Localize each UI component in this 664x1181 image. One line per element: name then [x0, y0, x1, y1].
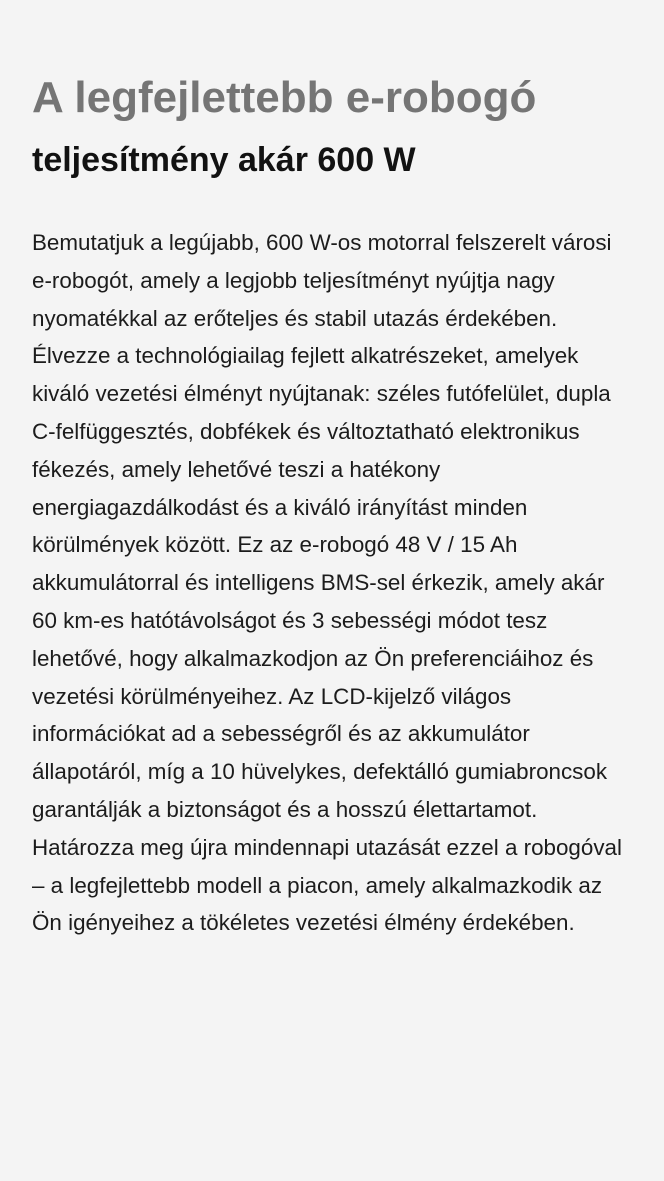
page-subtitle: teljesítmény akár 600 W [32, 141, 416, 179]
page-title: A legfejlettebb e-robogó [32, 73, 537, 122]
description-paragraph: Bemutatjuk a legújabb, 600 W-os motorral felszerelt városi e-robogót, amely a legjobb teljesítményt nyújtja nagy nyomatékkal az erőteljes és stabil utazás érdekében. Élvezze a technológiailag fejlett alkatrészeket, amelyek kiváló vezetési élményt nyújtanak: széles futófelület, dupla C-felfüggesztés, dobfékek és változtatható elektronikus fékezés, amely lehetővé teszi a hatékony energiagazdálkodást és a kiváló irányítást minden körülmények között. Ez az e-robogó 48 V / 15 Ah akkumulátorral és intelligens BMS-sel érkezik, amely akár 60 km-es hatótávolságot és 3 sebességi módot tesz lehetővé, hogy alkalmazkodjon az Ön preferenciáihoz és vezetési körülményeihez. Az LCD-kijelző világos információkat ad a sebességről és az akkumulátor állapotáról, míg a 10 hüvelykes, defektálló gumiabroncsok garantálják a biztonságot és a hosszú élettartamot. Határozza meg újra mindennapi utazását ezzel a robogóval – a legfejlettebb modell a piacon, amely alkalmazkodik az Ön igényeihez a tökéletes vezetési élmény érdekében. [32, 230, 622, 936]
